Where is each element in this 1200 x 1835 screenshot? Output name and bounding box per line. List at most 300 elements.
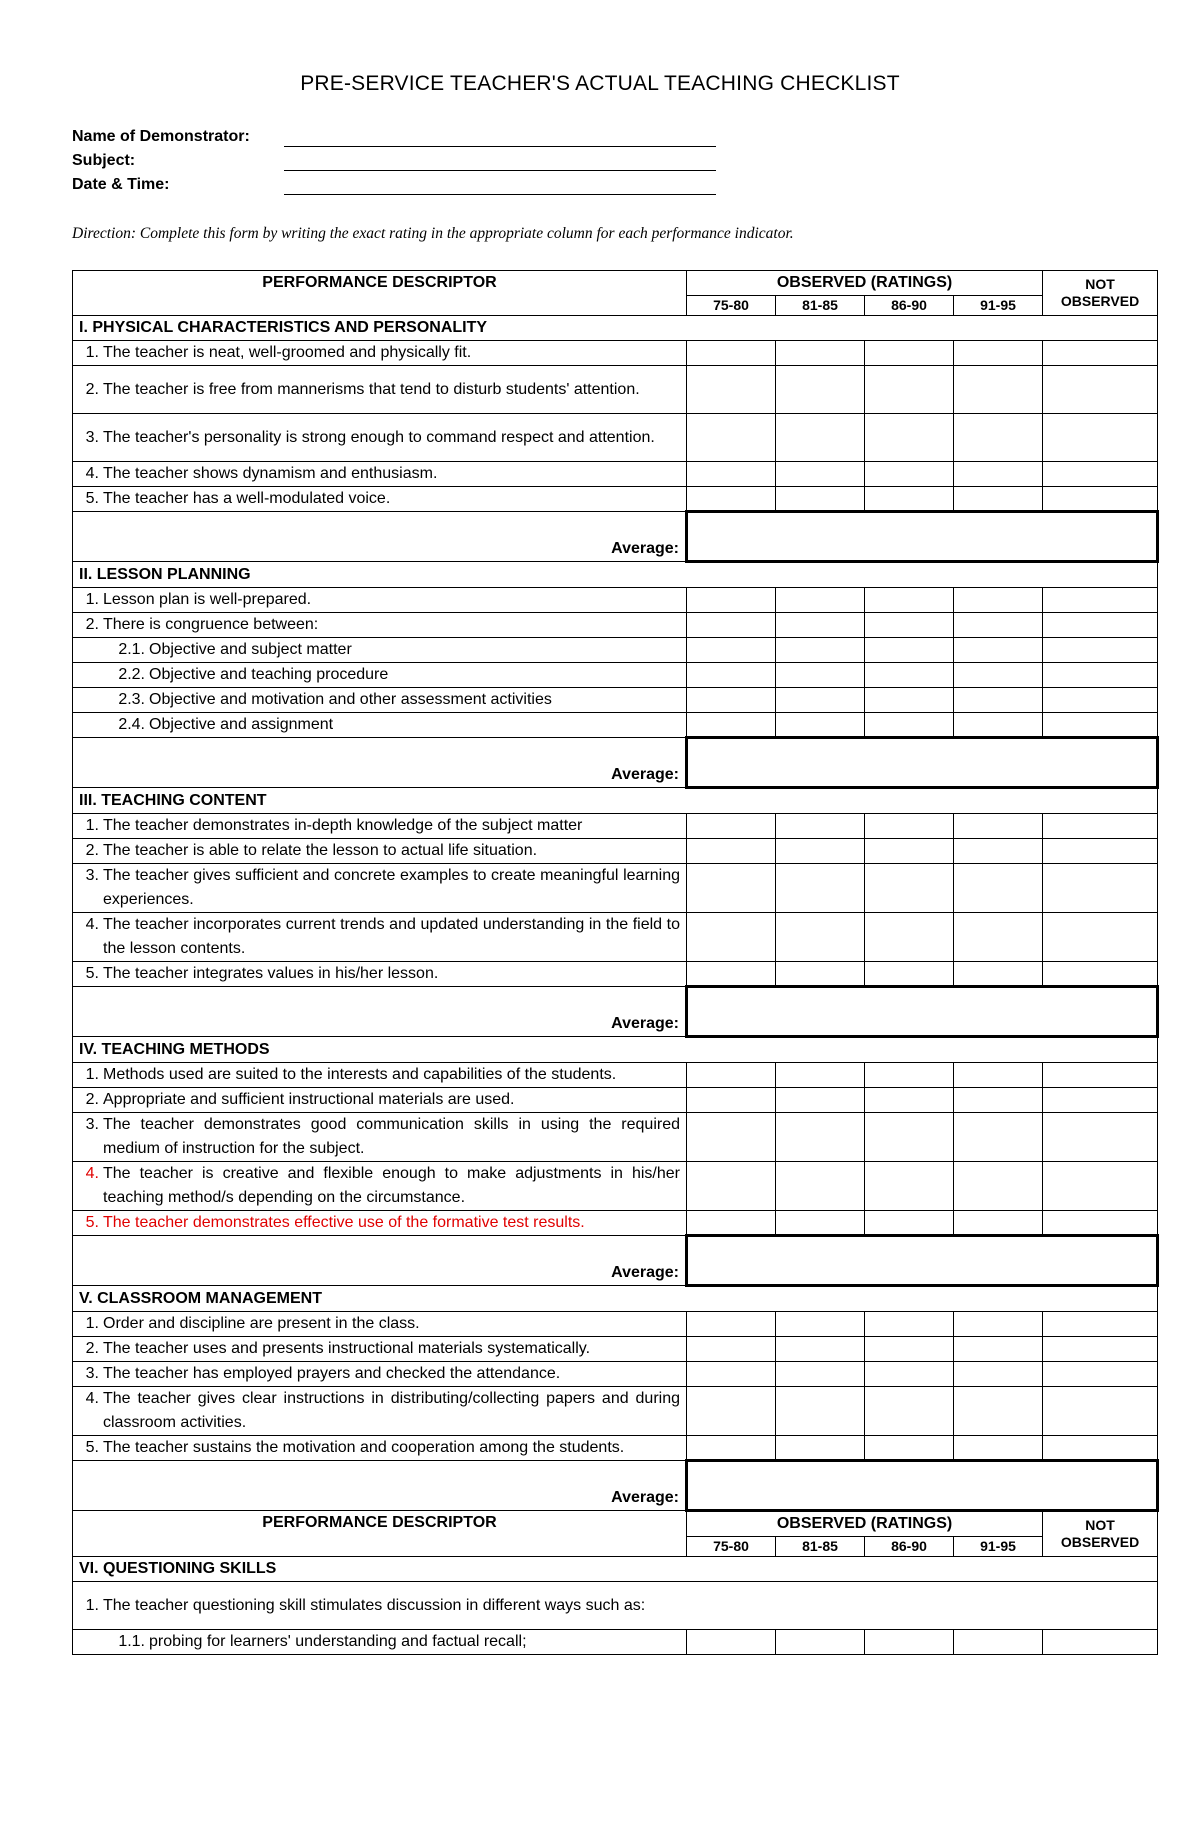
rating-cell[interactable] — [687, 962, 776, 987]
rating-cell[interactable] — [776, 962, 865, 987]
rating-cell[interactable] — [687, 1162, 776, 1211]
rating-cell[interactable] — [954, 1387, 1043, 1436]
item-descriptor — [73, 913, 687, 962]
rating-cell[interactable] — [865, 962, 954, 987]
rating-cell[interactable] — [954, 462, 1043, 487]
rating-cell[interactable] — [1043, 366, 1158, 414]
rating-header: 81-85 — [776, 296, 865, 316]
item-row — [73, 638, 1158, 663]
header-row — [73, 1511, 1158, 1537]
item-content — [79, 1594, 1151, 1618]
item-number: 1. — [85, 817, 99, 834]
subject-label: Subject: — [72, 152, 136, 169]
item-row — [73, 1337, 1158, 1362]
rating-cell[interactable] — [1043, 613, 1158, 638]
rating-cell[interactable] — [865, 1113, 954, 1162]
rating-cell[interactable] — [687, 713, 776, 738]
item-content — [79, 1312, 680, 1336]
item-content — [79, 462, 680, 486]
rating-cell[interactable] — [865, 1630, 954, 1655]
item-content — [79, 341, 680, 365]
section-row — [73, 1286, 1158, 1312]
rating-cell[interactable] — [1043, 864, 1158, 913]
rating-cell[interactable] — [954, 1063, 1043, 1088]
item-descriptor — [73, 341, 687, 366]
section-title: IV. TEACHING METHODS — [73, 1037, 1158, 1063]
rating-cell[interactable] — [865, 1162, 954, 1211]
rating-cell[interactable] — [954, 1362, 1043, 1387]
item-number: 5. — [85, 490, 99, 507]
not-observed-header — [1043, 271, 1158, 316]
rating-cell[interactable] — [687, 1088, 776, 1113]
rating-cell[interactable] — [954, 638, 1043, 663]
rating-header: 81-85 — [776, 1537, 865, 1557]
rating-cell[interactable] — [865, 1211, 954, 1236]
rating-cell[interactable] — [1043, 341, 1158, 366]
rating-cell[interactable] — [687, 414, 776, 462]
rating-cell[interactable] — [954, 487, 1043, 512]
item-text: The teacher sustains the motivation and cooperation among the students. — [103, 1439, 625, 1456]
rating-cell[interactable] — [687, 1337, 776, 1362]
rating-cell[interactable] — [865, 638, 954, 663]
rating-cell[interactable] — [954, 1162, 1043, 1211]
rating-cell[interactable] — [687, 864, 776, 913]
rating-cell[interactable] — [776, 1162, 865, 1211]
average-value-box[interactable] — [687, 1236, 1158, 1286]
rating-cell[interactable] — [865, 1088, 954, 1113]
observed-header: OBSERVED (RATINGS) — [687, 271, 1043, 296]
item-content — [79, 913, 680, 961]
item-content — [79, 1063, 680, 1087]
rating-cell[interactable] — [954, 613, 1043, 638]
item-descriptor — [73, 1211, 687, 1236]
rating-cell[interactable] — [1043, 1211, 1158, 1236]
rating-cell[interactable] — [865, 1312, 954, 1337]
date-field[interactable] — [284, 194, 716, 195]
rating-cell[interactable] — [865, 341, 954, 366]
rating-cell[interactable] — [1043, 962, 1158, 987]
rating-cell[interactable] — [954, 366, 1043, 414]
item-descriptor — [73, 1312, 687, 1337]
rating-cell[interactable] — [687, 1362, 776, 1387]
rating-cell[interactable] — [687, 366, 776, 414]
rating-header: 86-90 — [865, 1537, 954, 1557]
rating-cell[interactable] — [954, 1630, 1043, 1655]
average-label: Average: — [73, 1236, 687, 1286]
rating-header: 86-90 — [865, 296, 954, 316]
item-content — [79, 1387, 680, 1435]
rating-cell[interactable] — [776, 341, 865, 366]
item-row — [73, 839, 1158, 864]
rating-cell[interactable] — [776, 414, 865, 462]
item-row — [73, 864, 1158, 913]
rating-cell[interactable] — [865, 814, 954, 839]
item-content — [79, 839, 680, 863]
rating-cell[interactable] — [687, 638, 776, 663]
rating-cell[interactable] — [1043, 1436, 1158, 1461]
header-row — [73, 271, 1158, 296]
item-row — [73, 1630, 1158, 1655]
average-row — [73, 987, 1158, 1037]
item-row — [73, 1362, 1158, 1387]
rating-cell[interactable] — [865, 1362, 954, 1387]
rating-cell[interactable] — [865, 462, 954, 487]
rating-cell[interactable] — [1043, 1387, 1158, 1436]
item-content — [79, 1162, 680, 1210]
rating-cell[interactable] — [1043, 1113, 1158, 1162]
rating-cell[interactable] — [954, 1088, 1043, 1113]
item-number: 3. — [85, 867, 99, 884]
subject-field[interactable] — [284, 170, 716, 171]
item-text: The teacher is able to relate the lesson to actual life situation. — [103, 842, 538, 859]
rating-cell[interactable] — [865, 414, 954, 462]
item-number: 4. — [85, 1390, 99, 1407]
rating-cell[interactable] — [865, 839, 954, 864]
item-number: 1. — [85, 1066, 99, 1083]
rating-cell[interactable] — [687, 588, 776, 613]
rating-cell[interactable] — [687, 663, 776, 688]
item-text: probing for learners' understanding and factual recall; — [149, 1633, 527, 1650]
item-descriptor — [73, 864, 687, 913]
item-content — [79, 713, 680, 737]
item-number: 3. — [85, 1365, 99, 1382]
item-number: 2. — [85, 1091, 99, 1108]
item-row — [73, 613, 1158, 638]
rating-cell[interactable] — [776, 839, 865, 864]
item-text: Objective and assignment — [149, 716, 334, 733]
rating-cell[interactable] — [865, 663, 954, 688]
rating-cell[interactable] — [865, 1436, 954, 1461]
item-descriptor — [73, 1088, 687, 1113]
rating-cell[interactable] — [954, 1312, 1043, 1337]
item-descriptor — [73, 688, 687, 713]
item-number: 3. — [85, 1116, 99, 1133]
rating-cell[interactable] — [687, 341, 776, 366]
item-content — [79, 1113, 680, 1161]
item-content — [79, 638, 680, 662]
section-row — [73, 1037, 1158, 1063]
rating-cell[interactable] — [776, 366, 865, 414]
item-number: 1. — [85, 591, 99, 608]
rating-cell[interactable] — [954, 1211, 1043, 1236]
rating-cell[interactable] — [1043, 1063, 1158, 1088]
rating-cell[interactable] — [776, 814, 865, 839]
item-descriptor — [73, 1582, 1158, 1630]
item-descriptor — [73, 588, 687, 613]
rating-cell[interactable] — [865, 913, 954, 962]
rating-cell[interactable] — [954, 1436, 1043, 1461]
date-label: Date & Time: — [72, 176, 170, 193]
section-title: VI. QUESTIONING SKILLS — [73, 1557, 1158, 1582]
item-content — [79, 1436, 680, 1460]
item-row — [73, 414, 1158, 462]
rating-cell[interactable] — [1043, 839, 1158, 864]
item-descriptor — [73, 613, 687, 638]
item-number: 5. — [85, 965, 99, 982]
average-label: Average: — [73, 512, 687, 562]
rating-cell[interactable] — [687, 814, 776, 839]
item-descriptor — [73, 713, 687, 738]
observed-header: OBSERVED (RATINGS) — [687, 1511, 1043, 1537]
rating-cell[interactable] — [687, 462, 776, 487]
item-row — [73, 814, 1158, 839]
item-number: 2.4. — [118, 716, 145, 733]
rating-cell[interactable] — [954, 839, 1043, 864]
item-text: There is congruence between: — [103, 616, 319, 633]
rating-cell[interactable] — [776, 462, 865, 487]
item-row — [73, 1436, 1158, 1461]
rating-cell[interactable] — [1043, 913, 1158, 962]
rating-cell[interactable] — [954, 588, 1043, 613]
item-number: 4. — [85, 1165, 99, 1182]
item-text: The teacher questioning skill stimulates discussion in different ways such as: — [103, 1596, 646, 1614]
descriptor-header: PERFORMANCE DESCRIPTOR — [73, 271, 687, 316]
item-text: Order and discipline are present in the class. — [103, 1315, 420, 1332]
item-descriptor — [73, 1113, 687, 1162]
rating-cell[interactable] — [687, 613, 776, 638]
item-text: The teacher gives clear instructions in distributing/collecting papers and during classroom activities. — [103, 1390, 680, 1431]
section-row — [73, 316, 1158, 341]
item-content — [79, 1337, 680, 1361]
item-text: The teacher is free from mannerisms that tend to disturb students' attention. — [103, 380, 640, 398]
rating-cell[interactable] — [776, 1436, 865, 1461]
rating-cell[interactable] — [1043, 1088, 1158, 1113]
rating-cell[interactable] — [865, 688, 954, 713]
item-descriptor — [73, 1387, 687, 1436]
rating-cell[interactable] — [687, 1063, 776, 1088]
rating-cell[interactable] — [1043, 638, 1158, 663]
item-content — [79, 588, 680, 612]
item-number: 4. — [85, 916, 99, 933]
item-row — [73, 462, 1158, 487]
rating-cell[interactable] — [687, 1436, 776, 1461]
rating-cell[interactable] — [776, 1312, 865, 1337]
section-title: II. LESSON PLANNING — [73, 562, 1158, 588]
rating-cell[interactable] — [687, 1211, 776, 1236]
rating-cell[interactable] — [1043, 462, 1158, 487]
item-content — [79, 1362, 680, 1386]
rating-cell[interactable] — [776, 1337, 865, 1362]
rating-cell[interactable] — [954, 341, 1043, 366]
rating-cell[interactable] — [865, 1063, 954, 1088]
item-number: 2. — [85, 616, 99, 633]
rating-cell[interactable] — [865, 613, 954, 638]
rating-cell[interactable] — [776, 663, 865, 688]
rating-cell[interactable] — [954, 663, 1043, 688]
not-observed-header — [1043, 1511, 1158, 1557]
item-descriptor — [73, 1162, 687, 1211]
rating-cell[interactable] — [776, 1387, 865, 1436]
average-value-box[interactable] — [687, 512, 1158, 562]
item-text: The teacher demonstrates good communication skills in using the required medium of instruction for the subject. — [103, 1116, 680, 1157]
item-row — [73, 1162, 1158, 1211]
rating-cell[interactable] — [687, 1387, 776, 1436]
rating-cell[interactable] — [1043, 688, 1158, 713]
rating-cell[interactable] — [776, 638, 865, 663]
descriptor-header: PERFORMANCE DESCRIPTOR — [73, 1511, 687, 1557]
section-title: V. CLASSROOM MANAGEMENT — [73, 1286, 1158, 1312]
item-content — [79, 1088, 680, 1112]
rating-cell[interactable] — [1043, 414, 1158, 462]
rating-header: 91-95 — [954, 1537, 1043, 1557]
rating-cell[interactable] — [1043, 713, 1158, 738]
item-descriptor — [73, 1337, 687, 1362]
rating-cell[interactable] — [776, 713, 865, 738]
average-row — [73, 512, 1158, 562]
rating-cell[interactable] — [865, 487, 954, 512]
rating-cell[interactable] — [865, 366, 954, 414]
item-number: 4. — [85, 465, 99, 482]
item-number: 1. — [85, 1596, 99, 1614]
rating-cell[interactable] — [954, 713, 1043, 738]
item-number: 1. — [85, 1315, 99, 1332]
rating-header: 75-80 — [687, 296, 776, 316]
item-descriptor — [73, 1063, 687, 1088]
rating-cell[interactable] — [687, 1630, 776, 1655]
item-row — [73, 1211, 1158, 1236]
item-row — [73, 1063, 1158, 1088]
item-row — [73, 663, 1158, 688]
item-number: 2. — [85, 1340, 99, 1357]
item-content — [79, 487, 680, 511]
rating-cell[interactable] — [776, 864, 865, 913]
item-text: The teacher uses and presents instructional materials systematically. — [103, 1340, 591, 1357]
item-row — [73, 1582, 1158, 1630]
rating-cell[interactable] — [1043, 1630, 1158, 1655]
average-label: Average: — [73, 1461, 687, 1511]
rating-cell[interactable] — [776, 613, 865, 638]
rating-cell[interactable] — [687, 913, 776, 962]
item-row — [73, 1387, 1158, 1436]
rating-cell[interactable] — [1043, 487, 1158, 512]
rating-cell[interactable] — [776, 1630, 865, 1655]
average-value-box[interactable] — [687, 1461, 1158, 1511]
rating-cell[interactable] — [865, 588, 954, 613]
rating-cell[interactable] — [776, 588, 865, 613]
item-content — [79, 613, 680, 637]
item-descriptor — [73, 663, 687, 688]
rating-cell[interactable] — [687, 839, 776, 864]
rating-cell[interactable] — [776, 1211, 865, 1236]
rating-cell[interactable] — [1043, 663, 1158, 688]
item-content — [79, 426, 680, 450]
section-row — [73, 562, 1158, 588]
rating-cell[interactable] — [687, 1113, 776, 1162]
rating-cell[interactable] — [776, 913, 865, 962]
item-content — [79, 688, 680, 712]
not-observed-line2: OBSERVED — [1060, 1534, 1140, 1550]
item-descriptor — [73, 1362, 687, 1387]
item-number: 2.1. — [118, 641, 145, 658]
rating-cell[interactable] — [954, 688, 1043, 713]
rating-cell[interactable] — [1043, 1337, 1158, 1362]
name-field[interactable] — [284, 146, 716, 147]
item-row — [73, 1088, 1158, 1113]
rating-cell[interactable] — [776, 1088, 865, 1113]
rating-cell[interactable] — [1043, 1362, 1158, 1387]
rating-cell[interactable] — [954, 962, 1043, 987]
rating-cell[interactable] — [1043, 1162, 1158, 1211]
item-content — [79, 962, 680, 986]
item-number: 5. — [85, 1214, 99, 1231]
item-text: The teacher gives sufficient and concrete examples to create meaningful learning experiences. — [103, 867, 680, 908]
item-descriptor — [73, 638, 687, 663]
item-descriptor — [73, 414, 687, 462]
rating-cell[interactable] — [865, 1387, 954, 1436]
item-text: The teacher demonstrates effective use of the formative test results. — [103, 1214, 585, 1231]
rating-cell[interactable] — [865, 713, 954, 738]
item-content — [79, 663, 680, 687]
rating-cell[interactable] — [776, 1362, 865, 1387]
rating-cell[interactable] — [865, 864, 954, 913]
rating-cell[interactable] — [954, 1113, 1043, 1162]
rating-cell[interactable] — [687, 1312, 776, 1337]
rating-cell[interactable] — [954, 864, 1043, 913]
item-content — [79, 1211, 680, 1235]
item-number: 5. — [85, 1439, 99, 1456]
not-observed-line1: NOT — [1085, 1517, 1115, 1533]
average-label: Average: — [73, 987, 687, 1037]
item-row — [73, 487, 1158, 512]
item-descriptor — [73, 1630, 687, 1655]
rating-cell[interactable] — [1043, 1312, 1158, 1337]
item-text: Objective and motivation and other assessment activities — [149, 691, 552, 708]
item-text: The teacher shows dynamism and enthusiasm. — [103, 465, 438, 482]
rating-cell[interactable] — [776, 1063, 865, 1088]
item-row — [73, 366, 1158, 414]
item-row — [73, 713, 1158, 738]
item-row — [73, 341, 1158, 366]
rating-cell[interactable] — [954, 913, 1043, 962]
item-number: 1.1. — [118, 1633, 145, 1650]
rating-cell[interactable] — [865, 1337, 954, 1362]
item-row — [73, 588, 1158, 613]
rating-cell[interactable] — [776, 1113, 865, 1162]
average-value-box[interactable] — [687, 987, 1158, 1037]
item-text: The teacher demonstrates in-depth knowledge of the subject matter — [103, 817, 583, 834]
rating-cell[interactable] — [1043, 588, 1158, 613]
rating-cell[interactable] — [687, 487, 776, 512]
item-text: Objective and teaching procedure — [149, 666, 389, 683]
rating-cell[interactable] — [1043, 814, 1158, 839]
average-row — [73, 1236, 1158, 1286]
section-row — [73, 1557, 1158, 1582]
rating-cell[interactable] — [954, 414, 1043, 462]
item-row — [73, 962, 1158, 987]
item-text: The teacher integrates values in his/her lesson. — [103, 965, 439, 982]
item-number: 2.2. — [118, 666, 145, 683]
checklist-table — [72, 270, 1159, 1655]
item-text: Methods used are suited to the interests and capabilities of the students. — [103, 1066, 617, 1083]
item-text: Appropriate and sufficient instructional materials are used. — [103, 1091, 515, 1108]
not-observed-line2: OBSERVED — [1060, 293, 1140, 309]
rating-cell[interactable] — [776, 487, 865, 512]
item-descriptor — [73, 462, 687, 487]
average-value-box[interactable] — [687, 738, 1158, 788]
item-text: The teacher is creative and flexible enough to make adjustments in his/her teaching method/s depending on the circumstance. — [103, 1165, 680, 1206]
item-text: The teacher has employed prayers and checked the attendance. — [103, 1365, 561, 1382]
item-content — [79, 814, 680, 838]
rating-cell[interactable] — [776, 688, 865, 713]
name-label: Name of Demonstrator: — [72, 128, 250, 145]
rating-cell[interactable] — [687, 688, 776, 713]
direction-text: Direction: Complete this form by writing the exact rating in the appropriate column for each performance indicator. — [72, 225, 794, 242]
item-text: The teacher's personality is strong enough to command respect and attention. — [103, 428, 655, 446]
item-row — [73, 913, 1158, 962]
rating-cell[interactable] — [954, 814, 1043, 839]
item-descriptor — [73, 814, 687, 839]
rating-cell[interactable] — [954, 1337, 1043, 1362]
